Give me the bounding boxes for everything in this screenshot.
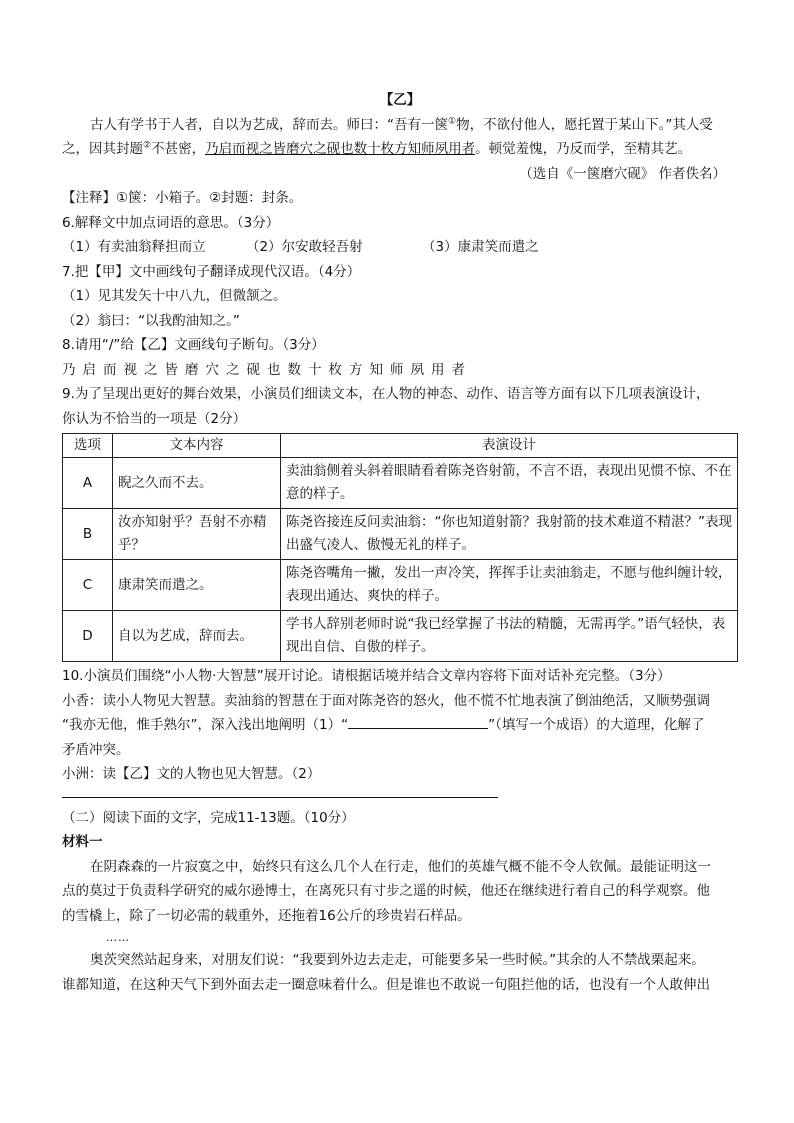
material-one-heading: 材料一 xyxy=(62,834,103,850)
table-row xyxy=(63,509,738,560)
q10-stem: 10.小演员们围绕“小人物·大智慧”展开讨论。请根据话境并结合文章内容将下面对话补充完整。（3分） xyxy=(62,668,671,684)
q6-options: （1）有卖油翁释担而立 （2）尔安敢轻吾射 （3）康肃笑而遣之 xyxy=(62,239,539,255)
material-line-5: 谁都知道，在这种天气下到外面去走一圈意味着什么。但是谁也不敢说一句阻拦他的话，也没有一个人敢伸出 xyxy=(62,976,710,993)
q10-xiaoxiang-line-1: 小香：读小人物见大智慧。卖油翁的智慧在于面对陈尧咨的怒火，他不慌不忙地表演了倒油绝活，又顺势强调 xyxy=(62,692,710,709)
q9-stem-line-1: 9.为了呈现出更好的舞台效果，小演员们细读文本，在人物的神态、动作、语言等方面有以下几项表演设计， xyxy=(62,386,710,402)
part2-stem: （二）阅读下面的文字，完成11-13题。（10分） xyxy=(62,809,355,826)
material-line-4: 奥茨突然站起身来，对朋友们说：“我要到外边去走走，可能要多呆一些时候。”其余的人不禁战栗起来。 xyxy=(90,952,705,968)
row-text: 汝亦知射乎？吾射不亦精乎？ xyxy=(113,509,281,560)
q7-stem: 7.把【甲】文中画线句子翻译成现代汉语。（4分） xyxy=(62,263,361,280)
q10-xiaoxiang-line-2: “我亦无他，惟手熟尔”，深入浅出地阐明（1）“ ”（填写一个成语）的大道理，化解了 xyxy=(62,713,738,738)
header-text: 文本内容 xyxy=(113,434,281,458)
footnote-marker-1: ① xyxy=(448,116,457,126)
exam-page xyxy=(62,88,738,997)
row-text: 康肃笑而遣之。 xyxy=(113,560,281,611)
table-header-row xyxy=(63,434,738,458)
header-design: 表演设计 xyxy=(281,434,738,458)
yi-text-line-1: 古人有学书于人者，自以为艺成，辞而去。师曰：“吾有一箧①物，不欲付他人，愿托置于某山下。”其人受 xyxy=(90,116,713,133)
row-design: 卖油翁侧着头斜着眼睛看着陈尧咨射箭，不言不语，表现出见惯不惊、不在意的样子。 xyxy=(281,458,738,509)
row-design: 陈尧咨嘴角一撇，发出一声冷笑，挥挥手让卖油翁走，不愿与他纠缠计较，表现出通达、爽快的样子。 xyxy=(281,560,738,611)
table-row xyxy=(63,458,738,509)
q10-xiaoxiang-line-3: 矛盾冲突。 xyxy=(62,741,130,758)
row-text: 睨之久而不去。 xyxy=(113,458,281,509)
material-ellipsis: …… xyxy=(106,931,130,944)
q8-stem: 8.请用“/”给【乙】文画线句子断句。（3分） xyxy=(62,337,325,353)
q9-stem-line-2: 你认为不恰当的一项是（2分） xyxy=(62,410,247,427)
section-title-yi: 【乙】 xyxy=(379,92,421,108)
footnote-marker-2: ② xyxy=(143,140,152,151)
material-line-3: 的雪橇上，除了一切必需的载重外，还拖着16公斤的珍贵岩石样品。 xyxy=(62,907,471,924)
table-row xyxy=(63,611,738,662)
row-design: 陈尧咨接连反问卖油翁：“你也知道射箭？我射箭的技术难道不精湛？”表现出盛气凌人、傲慢无礼的样子。 xyxy=(281,509,738,560)
row-option: C xyxy=(63,560,113,611)
row-text: 自以为艺成，辞而去。 xyxy=(113,611,281,662)
table-row xyxy=(63,560,738,611)
q7-sentence-1: （1）见其发矢十中八九，但微颔之。 xyxy=(62,288,287,304)
row-option: A xyxy=(63,458,113,509)
header-option: 选项 xyxy=(63,434,113,458)
row-design: 学书人辞别老师时说“我已经掌握了书法的精髓，无需再学。”语气轻快，表现出自信、自傲的样子。 xyxy=(281,611,738,662)
q8-text: 乃启而视之皆磨穴之砚也数十枚方知师夙用者 xyxy=(62,361,472,378)
yi-source: （选自《一箧磨穴砚》 作者佚名） xyxy=(519,165,726,182)
q10-xiaozhou: 小洲：读【乙】文的人物也见大智慧。（2） xyxy=(62,766,321,782)
section-divider xyxy=(62,797,498,798)
row-option: D xyxy=(63,611,113,662)
underlined-sentence: 乃启而视之皆磨穴之砚也数十枚方知师夙用者 xyxy=(205,141,476,157)
yi-text-line-2: 之，因其封题②不甚密，乃启而视之皆磨穴之砚也数十枚方知师夙用者。顿觉羞愧，乃反而学，至精其艺。 xyxy=(62,140,692,157)
material-line-1: 在阴森森的一片寂寞之中，始终只有这么几个人在行走，他们的英雄气概不能不令人钦佩。最能证明这一 xyxy=(90,858,711,875)
q7-sentence-2: （2）翁曰：“以我酌油知之。” xyxy=(62,312,240,329)
row-option: B xyxy=(63,509,113,560)
material-line-2: 点的莫过于负责科学研究的威尔逊博士，在离死只有寸步之遥的时候，他还在继续进行着自己的科学观察。他 xyxy=(62,883,710,899)
performance-table xyxy=(62,433,738,662)
q6-stem: 6.解释文中加点词语的意思。（3分） xyxy=(62,214,280,231)
idiom-answer-blank[interactable] xyxy=(348,714,488,729)
yi-notes: 【注释】①箧：小箱子。②封题：封条。 xyxy=(62,190,303,206)
